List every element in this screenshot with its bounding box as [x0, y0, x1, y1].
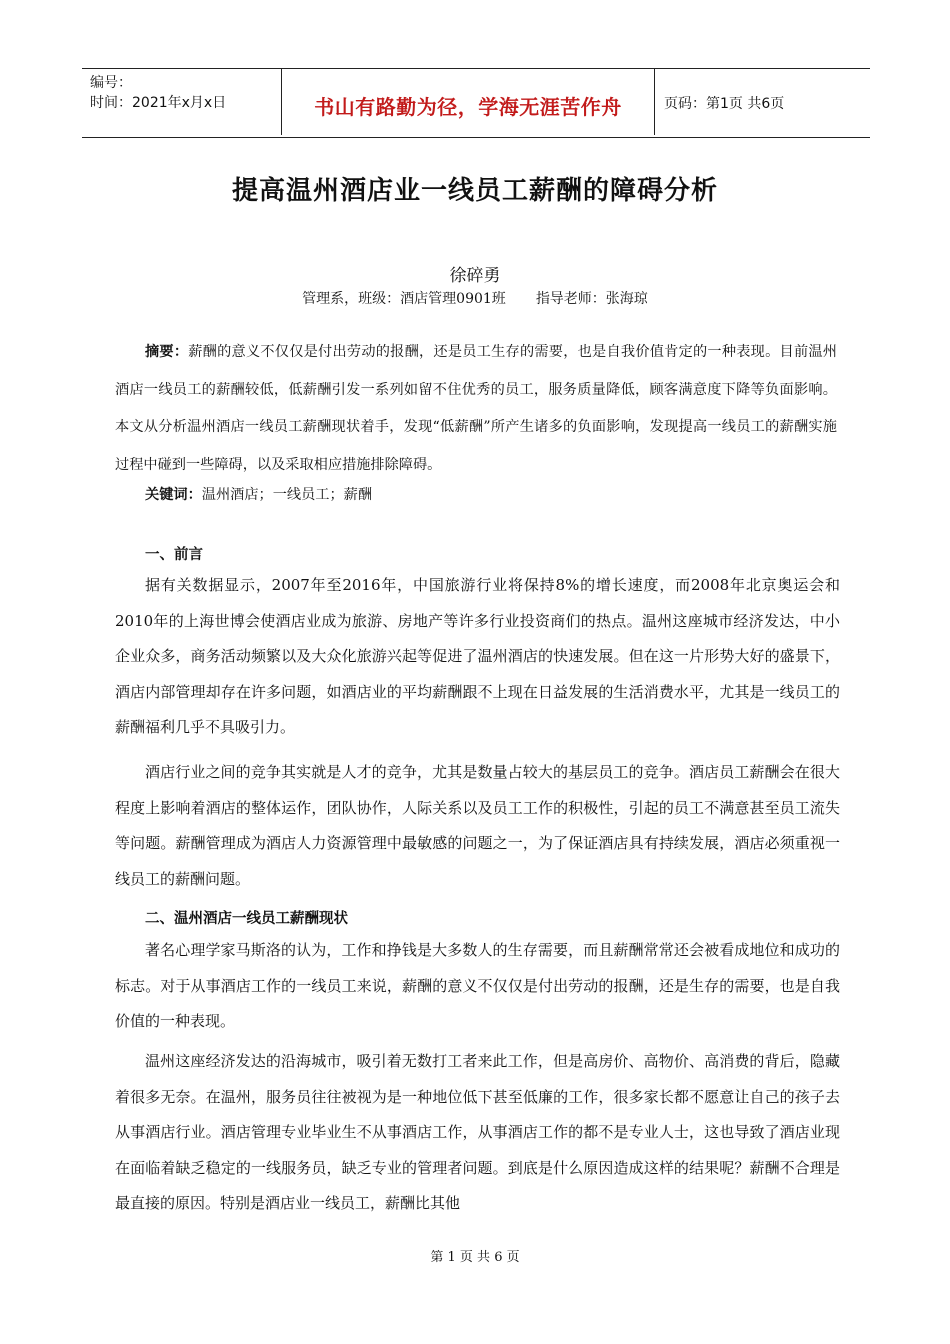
- section-heading-intro: 一、前言: [145, 547, 203, 563]
- header-meta: [90, 73, 280, 113]
- status-paragraph-1: 著名心理学家马斯洛的认为，工作和挣钱是大多数人的生存需要，而且薪酬常常还会被看成地位和成功的标志。对于从事酒店工作的一线员工来说，薪酬的意义不仅仅是付出劳动的报酬，还是生存的需要，也是自我价值的一种表现。: [115, 941, 840, 1031]
- keywords-line: [145, 484, 372, 504]
- abstract-text: 薪酬的意义不仅仅是付出劳动的报酬，还是员工生存的需要，也是自我价值肯定的一种表现。目前温州酒店一线员工的薪酬较低，低薪酬引发一系列如留不住优秀的员工，服务质量降低，顾客满意度下降等负面影响。本文从分析温州酒店一线员工薪酬现状着手，发现“低薪酬”所产生诸多的负面影响，发现提高一线员工的薪酬实施过程中碰到一些障碍，以及采取相应措施排除障碍。: [115, 344, 837, 473]
- header-page-info: 页码：第1页 共6页: [664, 96, 785, 112]
- author-name: 徐碎勇: [449, 266, 501, 286]
- intro-paragraph-1: 据有关数据显示，2007年至2016年，中国旅游行业将保持8%的增长速度，而2008年北京奥运会和2010年的上海世博会使酒店业成为旅游、房地产等许多行业投资商们的热点。温州这座城市经济发达，中小企业众多，商务活动频繁以及大众化旅游兴起等促进了温州酒店的快速发展。但在这一片形势大好的盛景下，酒店内部管理却存在许多问题，如酒店业的平均薪酬跟不上现在日益发展的生活消费水平，尤其是一线员工的薪酬福利几乎不具吸引力。: [115, 576, 840, 737]
- page-footer: 第 1 页 共 6 页: [430, 1250, 520, 1265]
- affiliation-text: 管理系，班级：酒店管理0901班: [302, 291, 506, 307]
- status-paragraph-2: 温州这座经济发达的沿海城市，吸引着无数打工者来此工作，但是高房价、高物价、高消费的背后，隐藏着很多无奈。在温州，服务员往往被视为是一种地位低下甚至低廉的工作，很多家长都不愿意让自己的孩子去从事酒店行业。酒店管理专业毕业生不从事酒店工作，从事酒店工作的都不是专业人士，这也导致了酒店业现在面临着缺乏稳定的一线服务员，缺乏专业的管理者问题。到底是什么原因造成这样的结果呢？薪酬不合理是最直接的原因。特别是酒店业一线员工，薪酬比其他: [115, 1052, 840, 1213]
- document-time-label: 时间：2021年x月x日: [90, 95, 227, 111]
- section-heading-status: 二、温州酒店一线员工薪酬现状: [145, 911, 348, 927]
- abstract-paragraph: [115, 334, 837, 484]
- document-number-label: 编号：: [90, 75, 132, 91]
- intro-paragraph-2: 酒店行业之间的竞争其实就是人才的竞争，尤其是数量占较大的基层员工的竞争。酒店员工薪酬会在很大程度上影响着酒店的整体运作，团队协作，人际关系以及员工工作的积极性，引起的员工不满意甚至员工流失等问题。薪酬管理成为酒店人力资源管理中最敏感的问题之一，为了保证酒店具有持续发展，酒店必须重视一线员工的薪酬问题。: [115, 763, 840, 888]
- header-motto-cell: [281, 69, 655, 135]
- keywords-text: 温州酒店；一线员工；薪酬: [201, 487, 373, 503]
- abstract-label: 摘要：: [145, 344, 189, 360]
- keywords-label: 关键词：: [145, 487, 202, 503]
- document-header: [82, 68, 870, 138]
- document-title: 提高温州酒店业一线员工薪酬的障碍分析: [231, 176, 718, 206]
- advisor-text: 指导老师：张海琼: [535, 291, 648, 307]
- header-motto: 书山有路勤为径，学海无涯苦作舟: [314, 95, 622, 119]
- author-affiliation: [0, 288, 950, 308]
